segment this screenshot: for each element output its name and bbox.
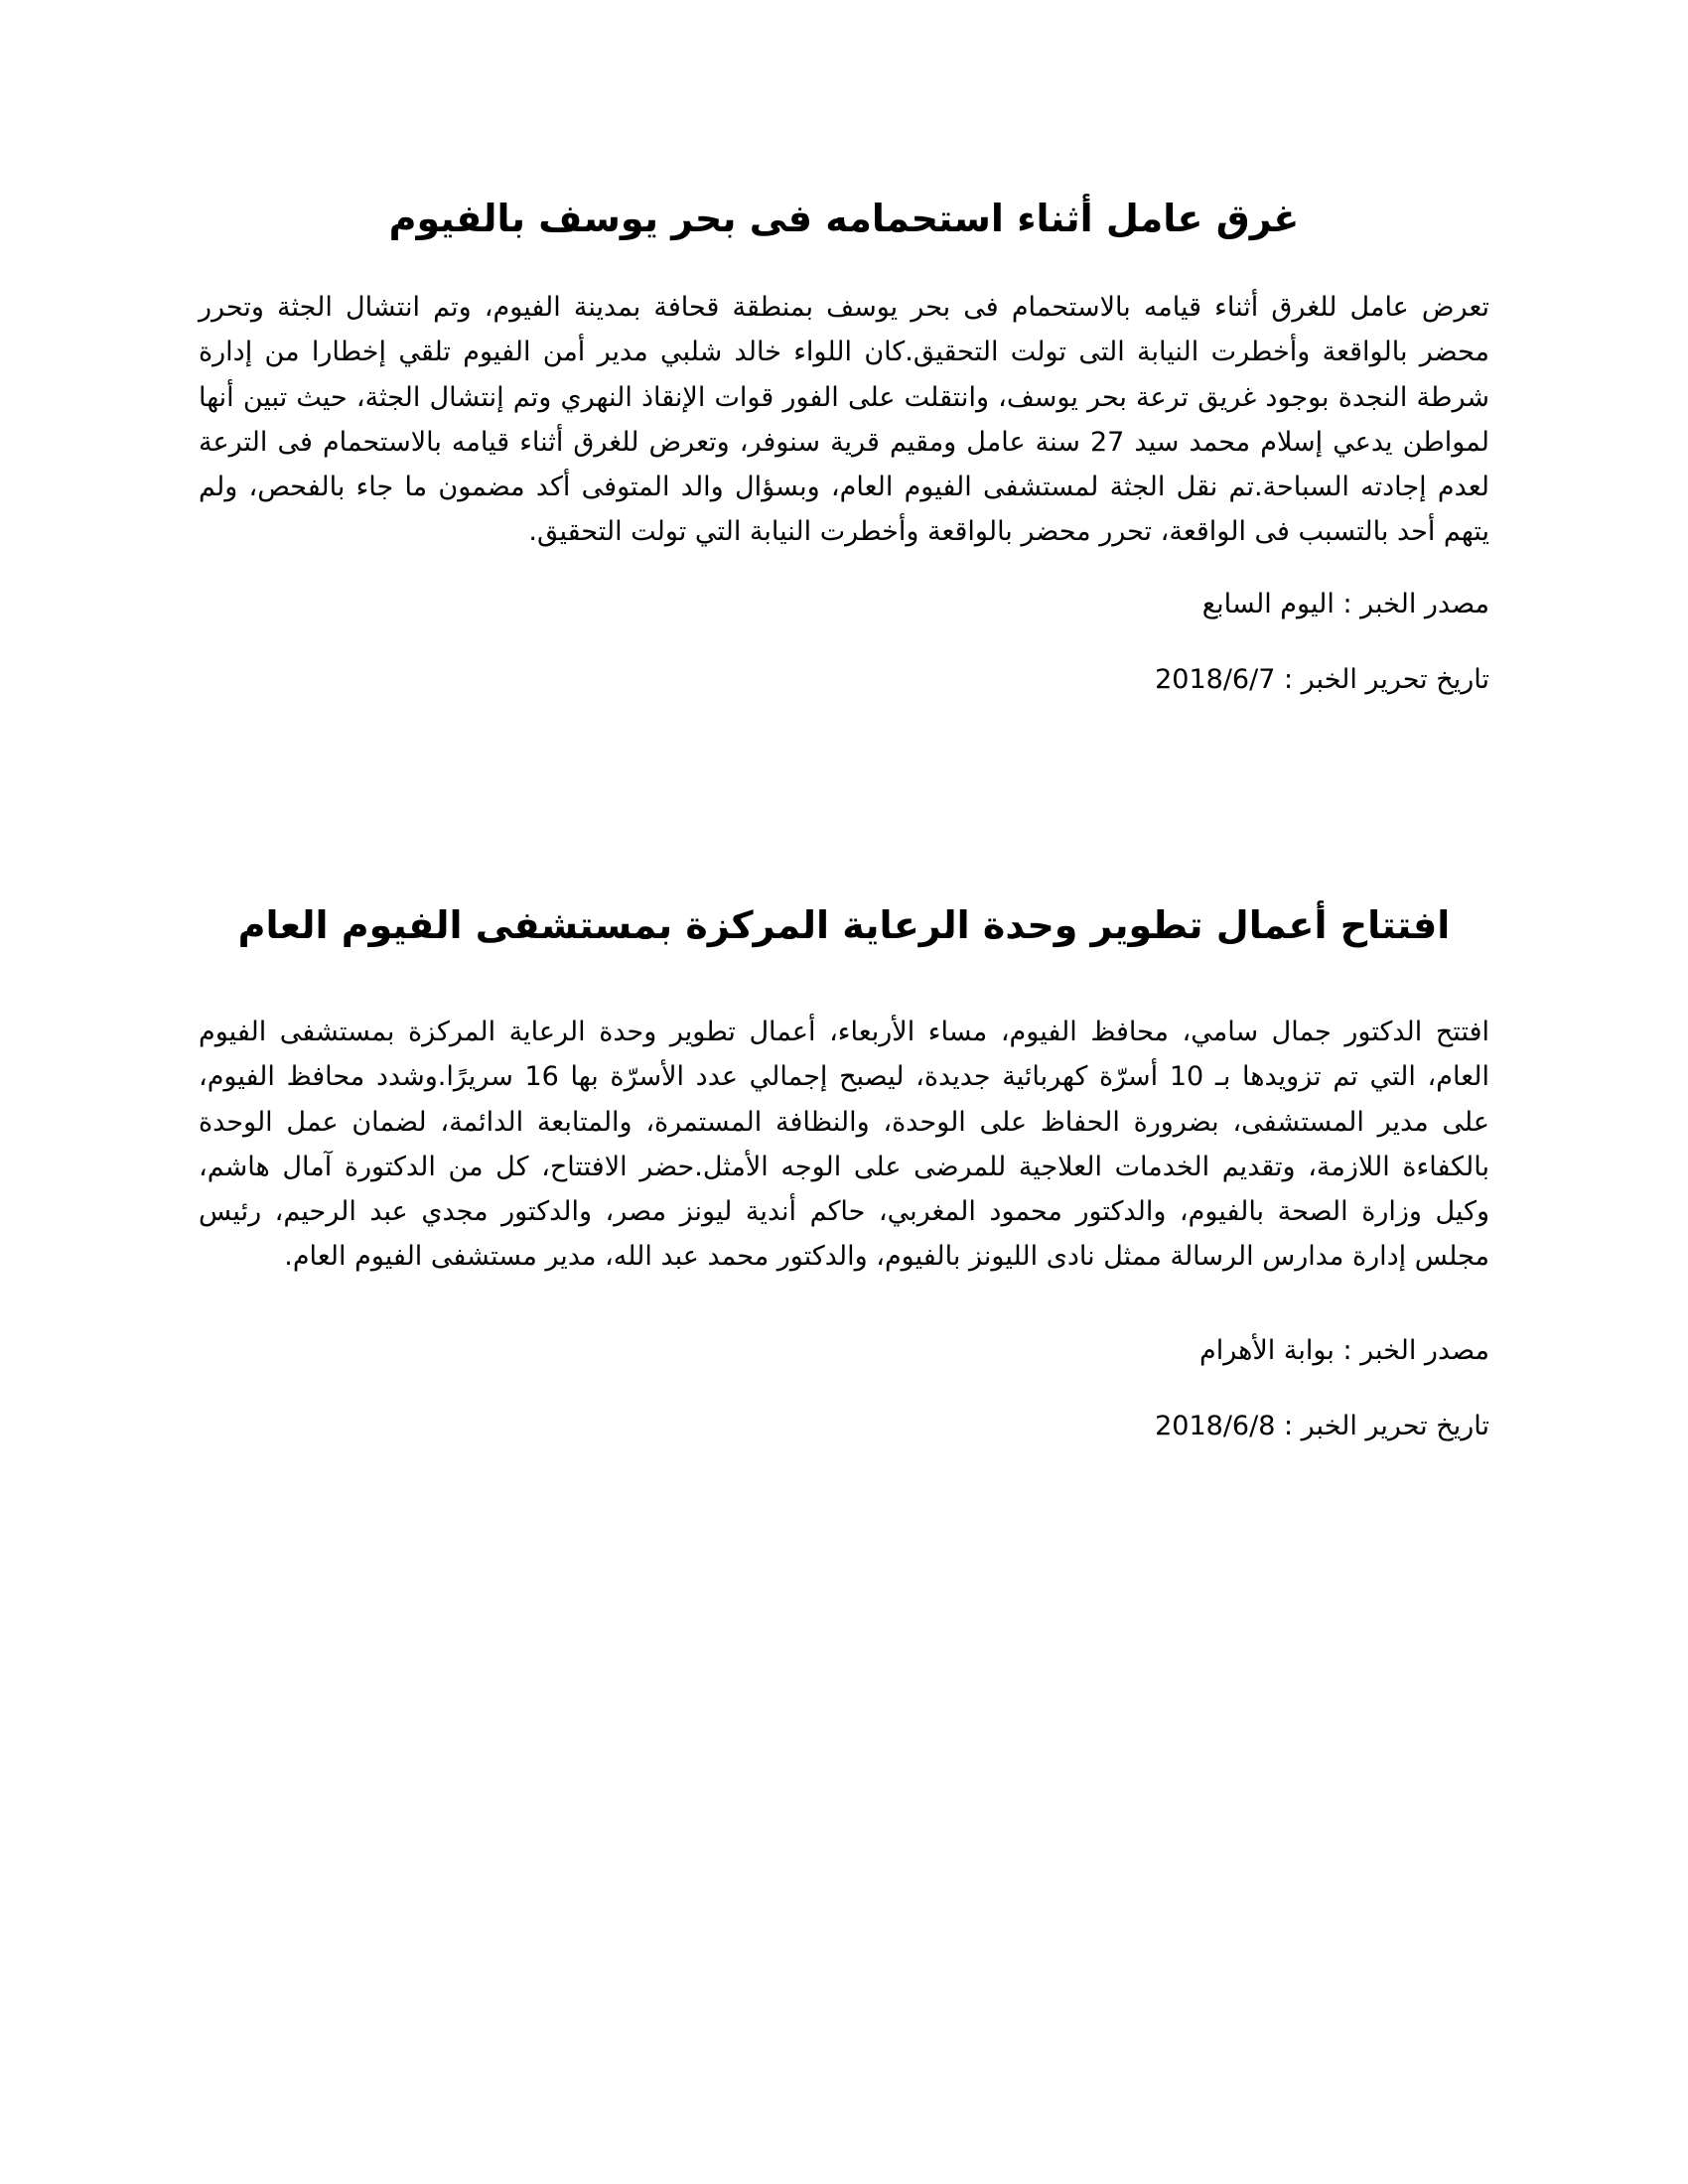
source-value: اليوم السابع	[1201, 588, 1335, 619]
article-date	[199, 1407, 1489, 1446]
source-label: مصدر الخبر :	[1342, 1334, 1489, 1366]
date-value: 2018/6/8	[1155, 1410, 1276, 1441]
article-body: افتتح الدكتور جمال سامي، محافظ الفيوم، مساء الأربعاء، أعمال تطوير وحدة الرعاية المركزة بمستشفى الفيوم العام، التي تم تزويدها بـ 10 أسرّة كهربائية جديدة، ليصبح إجمالي عدد الأسرّة بها 16 سريرًا.وشدد محافظ الفيوم، على مدير المستشفى، بضرورة الحفاظ على الوحدة، والنظافة المستمرة، والمتابعة الدائمة، لضمان عمل الوحدة بالكفاءة اللازمة، وتقديم الخدمات العلاجية للمرضى على الوجه الأمثل.حضر الافتتاح، كل من الدكتورة آمال هاشم، وكيل وزارة الصحة بالفيوم، والدكتور محمود المغربي، حاكم أندية ليونز مصر، والدكتور مجدي عبد الرحيم، رئيس مجلس إدارة مدارس الرسالة ممثل نادى الليونز بالفيوم، والدكتور محمد عبد الله، مدير مستشفى الفيوم العام.	[199, 1017, 1489, 1273]
article-source	[199, 585, 1489, 624]
date-value: 2018/6/7	[1155, 663, 1276, 695]
article-body: تعرض عامل للغرق أثناء قيامه بالاستحمام فى بحر يوسف بمنطقة قحافة بمدينة الفيوم، وتم انتشال الجثة وتحرر محضر بالواقعة وأخطرت النيابة التى تولت التحقيق.كان اللواء خالد شلبي مدير أمن الفيوم تلقي إخطارا من إدارة شرطة النجدة بوجود غريق ترعة بحر يوسف، وانتقلت على الفور قوات الإنقاذ النهري وتم إنتشال الجثة، حيث تبين أنها لمواطن يدعي إسلام محمد سيد 27 سنة عامل ومقيم قرية سنوفر، وتعرض للغرق أثناء قيامه بالاستحمام فى الترعة لعدم إجادته السباحة.تم نقل الجثة لمستشفى الفيوم العام، وبسؤال والد المتوفى أكد مضمون ما جاء بالفحص، ولم يتهم أحد بالتسبب فى الواقعة، تحرر محضر بالواقعة وأخطرت النيابة التي تولت التحقيق.	[199, 292, 1489, 548]
article-title: غرق عامل أثناء استحمامه فى بحر يوسف بالفيوم	[388, 197, 1300, 240]
date-label: تاريخ تحرير الخبر :	[1283, 1410, 1489, 1441]
source-value: بوابة الأهرام	[1199, 1334, 1335, 1366]
article-date	[199, 660, 1489, 700]
source-label: مصدر الخبر :	[1342, 588, 1489, 619]
article-title: افتتاح أعمال تطوير وحدة الرعاية المركزة بمستشفى الفيوم العام	[237, 903, 1451, 947]
news-article	[199, 888, 1489, 1446]
date-label: تاريخ تحرير الخبر :	[1283, 663, 1489, 695]
article-source	[199, 1331, 1489, 1371]
news-article	[199, 189, 1489, 700]
